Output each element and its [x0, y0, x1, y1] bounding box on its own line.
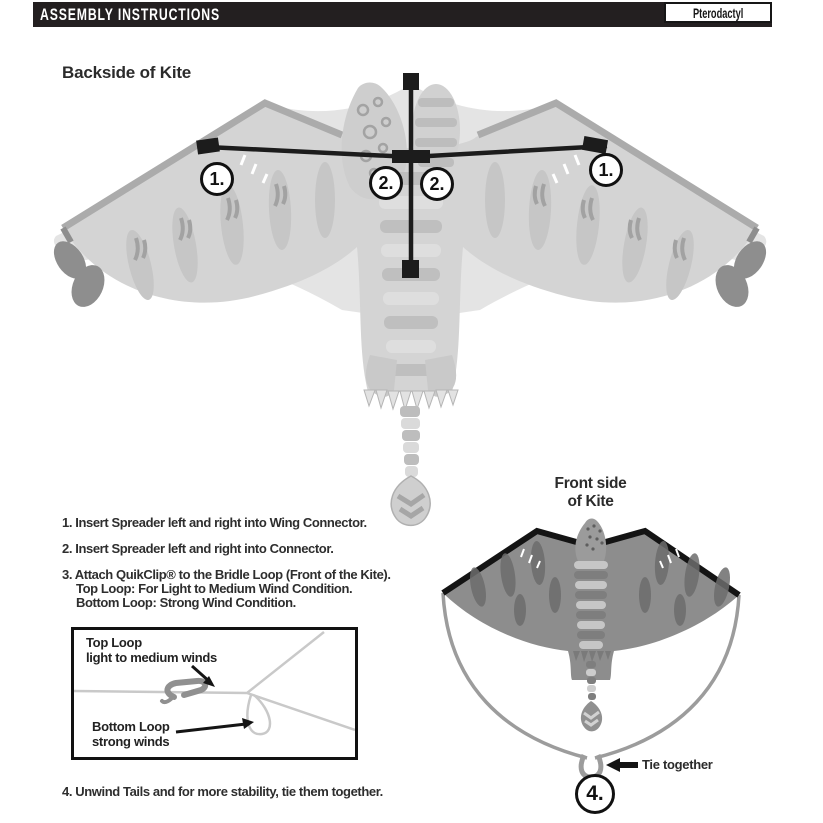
bottom-loop-desc: strong winds: [92, 734, 170, 749]
bottom-loop-arrow-icon: [176, 718, 254, 732]
kite-tail: [391, 406, 430, 525]
bottom-loop-label: [92, 719, 170, 749]
top-loop-desc: light to medium winds: [86, 650, 217, 665]
tie-together-label: Tie together: [642, 757, 713, 772]
top-loop-title: Top Loop: [86, 635, 142, 650]
front-kite-illustration: [420, 515, 780, 815]
front-body-stripes: [574, 561, 608, 649]
tie-arrow-icon: [606, 758, 638, 772]
bridle-loop-detail-box: [71, 627, 358, 760]
center-connector: [392, 150, 430, 163]
model-name: Pterodactyl: [692, 4, 744, 21]
spine-connector-bottom: [402, 260, 419, 278]
frontside-heading-line2: of Kite: [567, 493, 614, 510]
backside-kite-illustration: [40, 60, 780, 530]
step-3-top-loop: Top Loop: For Light to Medium Wind Condition.: [76, 581, 353, 596]
spine-connector-top: [403, 73, 419, 90]
callout-1-left-wing: 1.: [200, 162, 234, 196]
callout-2-spine-left: 2.: [369, 166, 403, 200]
step-3-bottom-loop: Bottom Loop: Strong Wind Condition.: [76, 595, 296, 610]
frontside-heading-line1: Front side: [554, 475, 627, 492]
step-4: 4. Unwind Tails and for more stability, tie them together.: [62, 784, 383, 799]
step-1: 1. Insert Spreader left and right into Wing Connector.: [62, 515, 367, 530]
backside-heading: Backside of Kite: [62, 63, 192, 82]
step-2: 2. Insert Spreader left and right into Connector.: [62, 541, 334, 556]
callout-1-right-wing: 1.: [589, 153, 623, 187]
step-3: 3. Attach QuikClip® to the Bridle Loop (Front of the Kite).: [62, 567, 391, 582]
page-title: ASSEMBLY INSTRUCTIONS: [40, 5, 221, 24]
frontside-heading: [533, 475, 648, 511]
front-head: [575, 519, 606, 561]
bottom-loop-title: Bottom Loop: [92, 719, 170, 734]
top-loop-label: [86, 635, 217, 665]
callout-2-spine-right: 2.: [420, 167, 454, 201]
model-badge: [664, 2, 772, 23]
callout-4-tie: 4.: [575, 774, 615, 814]
